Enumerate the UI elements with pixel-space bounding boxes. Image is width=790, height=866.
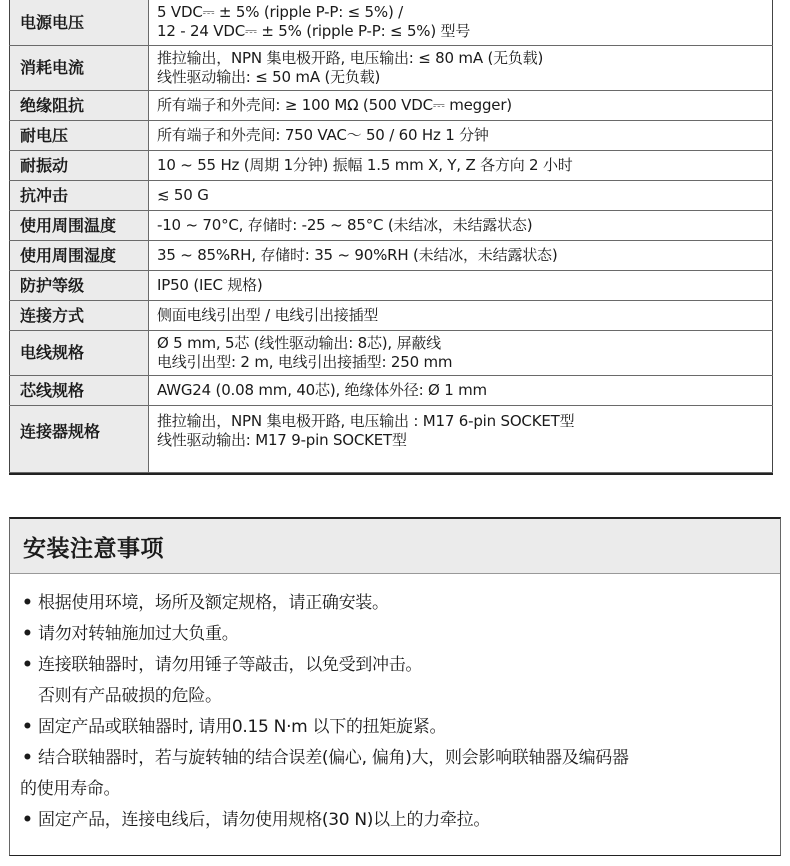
notes-list (10, 574, 780, 836)
spec-label: 芯线规格 (10, 375, 149, 405)
spec-table (9, 0, 773, 473)
spec-value: Ø 5 mm, 5芯 (线性驱动输出: 8芯), 屏蔽线 电线引出型: 2 m, 电线引出接插型: 250 mm (149, 330, 773, 375)
spec-row-wire (10, 375, 773, 405)
spec-table-wrapper (9, 0, 773, 475)
spec-value: 5 VDC⎓ ± 5% (ripple P-P: ≤ 5%) / 12 - 24 VDC⎓ ± 5% (ripple P-P: ≤ 5%) 型号 (149, 0, 773, 45)
spec-label: 电线规格 (10, 330, 149, 375)
list-item: • 固定产品或联轴器时, 请用0.15 N·m 以下的扭矩旋紧。 (20, 712, 780, 743)
spec-label: 抗冲击 (10, 180, 149, 210)
spec-value: -10 ~ 70°C, 存储时: -25 ~ 85°C (未结冰，未结露状态) (149, 210, 773, 240)
bullet-icon: • (22, 624, 33, 644)
spec-row-current-consumption (10, 45, 773, 90)
list-item: • 固定产品，连接电线后，请勿使用规格(30 N)以上的力牵拉。 (20, 805, 780, 836)
spec-label: 连接方式 (10, 300, 149, 330)
list-item: • 连接联轴器时，请勿用锤子等敲击，以免受到冲击。 否则有产品破损的危险。 (20, 650, 780, 712)
spec-row-insulation-resistance (10, 90, 773, 120)
spec-row-shock (10, 180, 773, 210)
bullet-icon: • (22, 655, 33, 675)
spec-label: 连接器规格 (10, 405, 149, 472)
spec-row-ambient-humidity (10, 240, 773, 270)
spec-label: 使用周围温度 (10, 210, 149, 240)
spec-value: 所有端子和外壳间: ≥ 100 MΩ (500 VDC⎓ megger) (149, 90, 773, 120)
installation-notes-panel (9, 517, 781, 856)
spec-row-vibration (10, 150, 773, 180)
spec-value: 推拉输出，NPN 集电极开路, 电压输出: ≤ 80 mA (无负载) 线性驱动输出: ≤ 50 mA (无负载) (149, 45, 773, 90)
spec-value: 侧面电线引出型 / 电线引出接插型 (149, 300, 773, 330)
spec-row-protection (10, 270, 773, 300)
spec-row-ambient-temperature (10, 210, 773, 240)
spec-value: ≲ 50 G (149, 180, 773, 210)
spec-value: AWG24 (0.08 mm, 40芯), 绝缘体外径: Ø 1 mm (149, 375, 773, 405)
spec-row-connection (10, 300, 773, 330)
spec-value: 推拉输出，NPN 集电极开路, 电压输出 : M17 6-pin SOCKET型 线性驱动输出: M17 9-pin SOCKET型 (149, 405, 773, 472)
spec-label: 绝缘阻抗 (10, 90, 149, 120)
bullet-icon: • (22, 717, 33, 737)
spec-row-power-voltage (10, 0, 773, 45)
spec-label: 防护等级 (10, 270, 149, 300)
list-item: • 结合联轴器时，若与旋转轴的结合误差(偏心, 偏角)大，则会影响联轴器及编码器 的使用寿命。 (20, 743, 780, 805)
spec-value: IP50 (IEC 规格) (149, 270, 773, 300)
spec-value: 10 ~ 55 Hz (周期 1分钟) 振幅 1.5 mm X, Y, Z 各方向 2 小时 (149, 150, 773, 180)
spec-value: 35 ~ 85%RH, 存储时: 35 ~ 90%RH (未结冰，未结露状态) (149, 240, 773, 270)
notes-title: 安装注意事项 (23, 535, 164, 562)
spec-row-cable (10, 330, 773, 375)
bullet-icon: • (22, 748, 33, 768)
spec-row-connector (10, 405, 773, 472)
spec-label: 消耗电流 (10, 45, 149, 90)
list-item: • 请勿对转轴施加过大负重。 (20, 619, 780, 650)
spec-label: 电源电压 (10, 0, 149, 45)
spec-label: 耐电压 (10, 120, 149, 150)
bullet-icon: • (22, 810, 33, 830)
spec-label: 使用周围湿度 (10, 240, 149, 270)
spec-label: 耐振动 (10, 150, 149, 180)
spec-value: 所有端子和外壳间: 750 VAC～ 50 / 60 Hz 1 分钟 (149, 120, 773, 150)
list-item: • 根据使用环境，场所及额定规格，请正确安装。 (20, 588, 780, 619)
bullet-icon: • (22, 593, 33, 613)
notes-header (10, 519, 780, 574)
spec-row-dielectric-strength (10, 120, 773, 150)
